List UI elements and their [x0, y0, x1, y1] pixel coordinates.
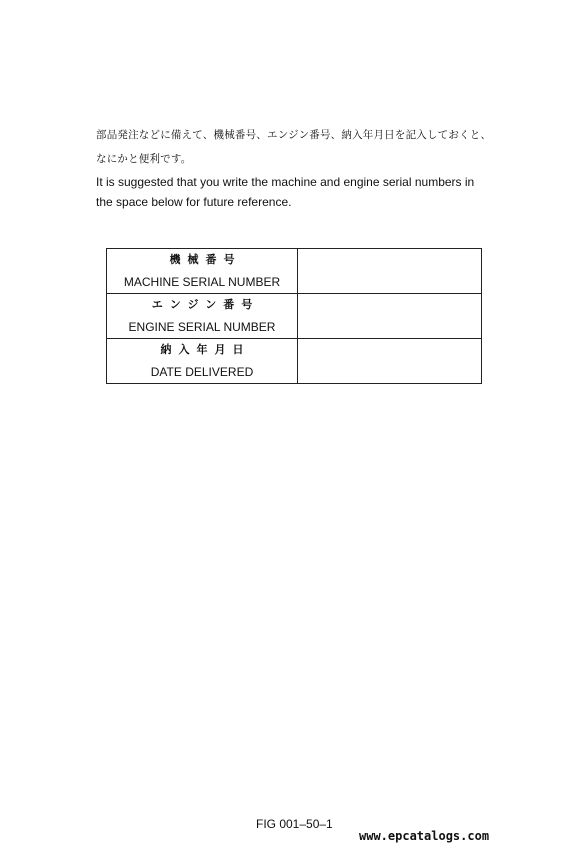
engine-serial-label-cell [107, 294, 298, 339]
engine-serial-label-en: ENGINE SERIAL NUMBER [128, 320, 276, 334]
engine-serial-value-cell[interactable] [298, 294, 482, 339]
date-delivered-label-en: DATE DELIVERED [150, 365, 254, 379]
engine-serial-label-jp: エンジン番号 [151, 298, 260, 311]
machine-serial-label-jp: 機械番号 [169, 253, 242, 266]
table-row-date-delivered [107, 339, 482, 384]
table-row-engine-serial [107, 294, 482, 339]
machine-serial-label-cell [107, 249, 298, 294]
machine-serial-value-cell[interactable] [298, 249, 482, 294]
notice-japanese-line-1: 部品発注などに備えて、機械番号、エンジン番号、納入年月日を記入しておくと、 [96, 129, 492, 141]
serial-number-table [106, 248, 482, 384]
date-delivered-value-cell[interactable] [298, 339, 482, 384]
figure-reference: FIG 001–50–1 [256, 817, 333, 831]
machine-serial-label-en: MACHINE SERIAL NUMBER [123, 275, 281, 289]
notice-japanese-line-2: なにかと便利です。 [96, 153, 192, 165]
watermark: www.epcatalogs.com [359, 829, 490, 843]
table-row-machine-serial [107, 249, 482, 294]
date-delivered-label-jp: 納入年月日 [160, 343, 251, 356]
notice-english-line-2: the space below for future reference. [96, 195, 292, 209]
date-delivered-label-cell [107, 339, 298, 384]
notice-english-line-1: It is suggested that you write the machine and engine serial numbers in [96, 175, 475, 189]
